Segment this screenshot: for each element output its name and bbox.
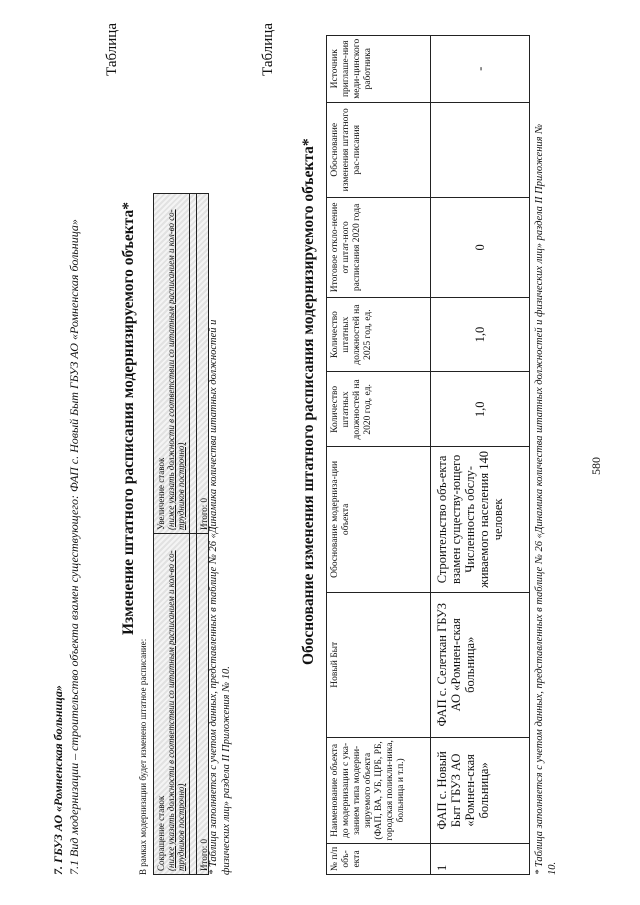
- cell-justification: Строительство объ-екта взамен существу-ющего Численность обслу-живаемого населения 140 человек: [431, 447, 530, 592]
- justification-table: [326, 35, 530, 875]
- col-header-num: № п/п объ-екта: [327, 843, 431, 874]
- page-number: 580: [589, 457, 603, 475]
- cell-object: ФАП с. Новый Быт ГБУЗ АО «Ромнен-ская больница»: [431, 737, 530, 843]
- table2-footnote: * Таблица заполняется с учетом данных, представленных в таблице № 26 «Динамика количества штатных должностей и физических лиц» раздела II Приложения № 10.: [534, 123, 558, 875]
- reduction-cell: [154, 534, 189, 874]
- increase-cell: [154, 194, 189, 534]
- col-header-justification: Обоснование модерниза-ции объекта: [327, 447, 431, 592]
- table1-footnote: * Таблица заполняется с учетом данных, представленных в таблице № 26 «Динамика количества штатных должностей и физических лиц» раздела II Приложения № 10.: [208, 319, 232, 875]
- cell-staff-2025: 1,0: [431, 297, 530, 372]
- staff-change-empty-row: [190, 194, 197, 874]
- cell-num: 1: [431, 843, 530, 874]
- table1-intro: В рамках модернизации будет изменено штатное расписание:: [138, 638, 148, 875]
- cell-source: -: [431, 36, 530, 103]
- increase-title: Увеличение ставок: [156, 457, 166, 530]
- subsection-heading: 7.1 Вид модернизации – строительство объекта взамен существующего: ФАП с. Новый Быт ГБУЗ АО «Ромненская больница»: [67, 219, 81, 875]
- col-header-object: Наименование объекта до модернизации с ука-занием типа модерни-зируемого объекта (ФАП, ВА, УБ, ЦРБ, РБ, городская поликли-ника, больница и т.п.): [327, 737, 431, 843]
- table2-title: Обоснование изменения штатного расписания модернизируемого объекта*: [300, 138, 317, 665]
- col-header-staff-2020: Количество штатных должностей на 2020 год, ед.: [327, 372, 431, 447]
- table-row: [431, 36, 530, 875]
- reduction-title: Сокращение ставок: [156, 795, 166, 871]
- section-heading: 7. ГБУЗ АО «Ромненская больница»: [51, 685, 65, 875]
- col-header-change-reason: Обоснование изменения штатного рас-писания: [327, 102, 431, 198]
- cell-new-object: ФАП с. Селеткан ГБУЗ АО «Ромнен-ская больница»: [431, 592, 530, 737]
- col-header-deviation: Итоговое откло-нение от штат-ного расписания 2020 года: [327, 198, 431, 298]
- justification-header-row: [327, 36, 431, 875]
- col-header-new-object: Новый Быт: [327, 592, 431, 737]
- staff-change-table: [153, 193, 209, 875]
- col-header-staff-2025: Количество штатных должностей на 2025 год, ед.: [327, 297, 431, 372]
- staff-change-header-row: [154, 194, 190, 874]
- cell-deviation: 0: [431, 198, 530, 298]
- reduction-hint: (ниже указать должности в соответствии со штатным расписанием и кол-во со-трудников построчно): [166, 550, 186, 871]
- cell-staff-2020: 1,0: [431, 372, 530, 447]
- cell-change-reason: [431, 102, 530, 198]
- table2-label: Таблица: [260, 23, 276, 76]
- empty-cell-left: [190, 534, 196, 874]
- total-left: Итого: 0: [197, 534, 208, 874]
- table1-title: Изменение штатного расписания модернизируемого объекта*: [120, 201, 137, 635]
- col-header-source: Источник приглаше-ния меди-цинского работника: [327, 36, 431, 103]
- total-right: Итого: 0: [197, 194, 208, 534]
- empty-cell-right: [190, 194, 196, 534]
- increase-hint: (ниже указать должности в соответствии со штатным расписанием и кол-во со-трудников построчно): [166, 209, 186, 530]
- table1-label: Таблица: [104, 23, 120, 76]
